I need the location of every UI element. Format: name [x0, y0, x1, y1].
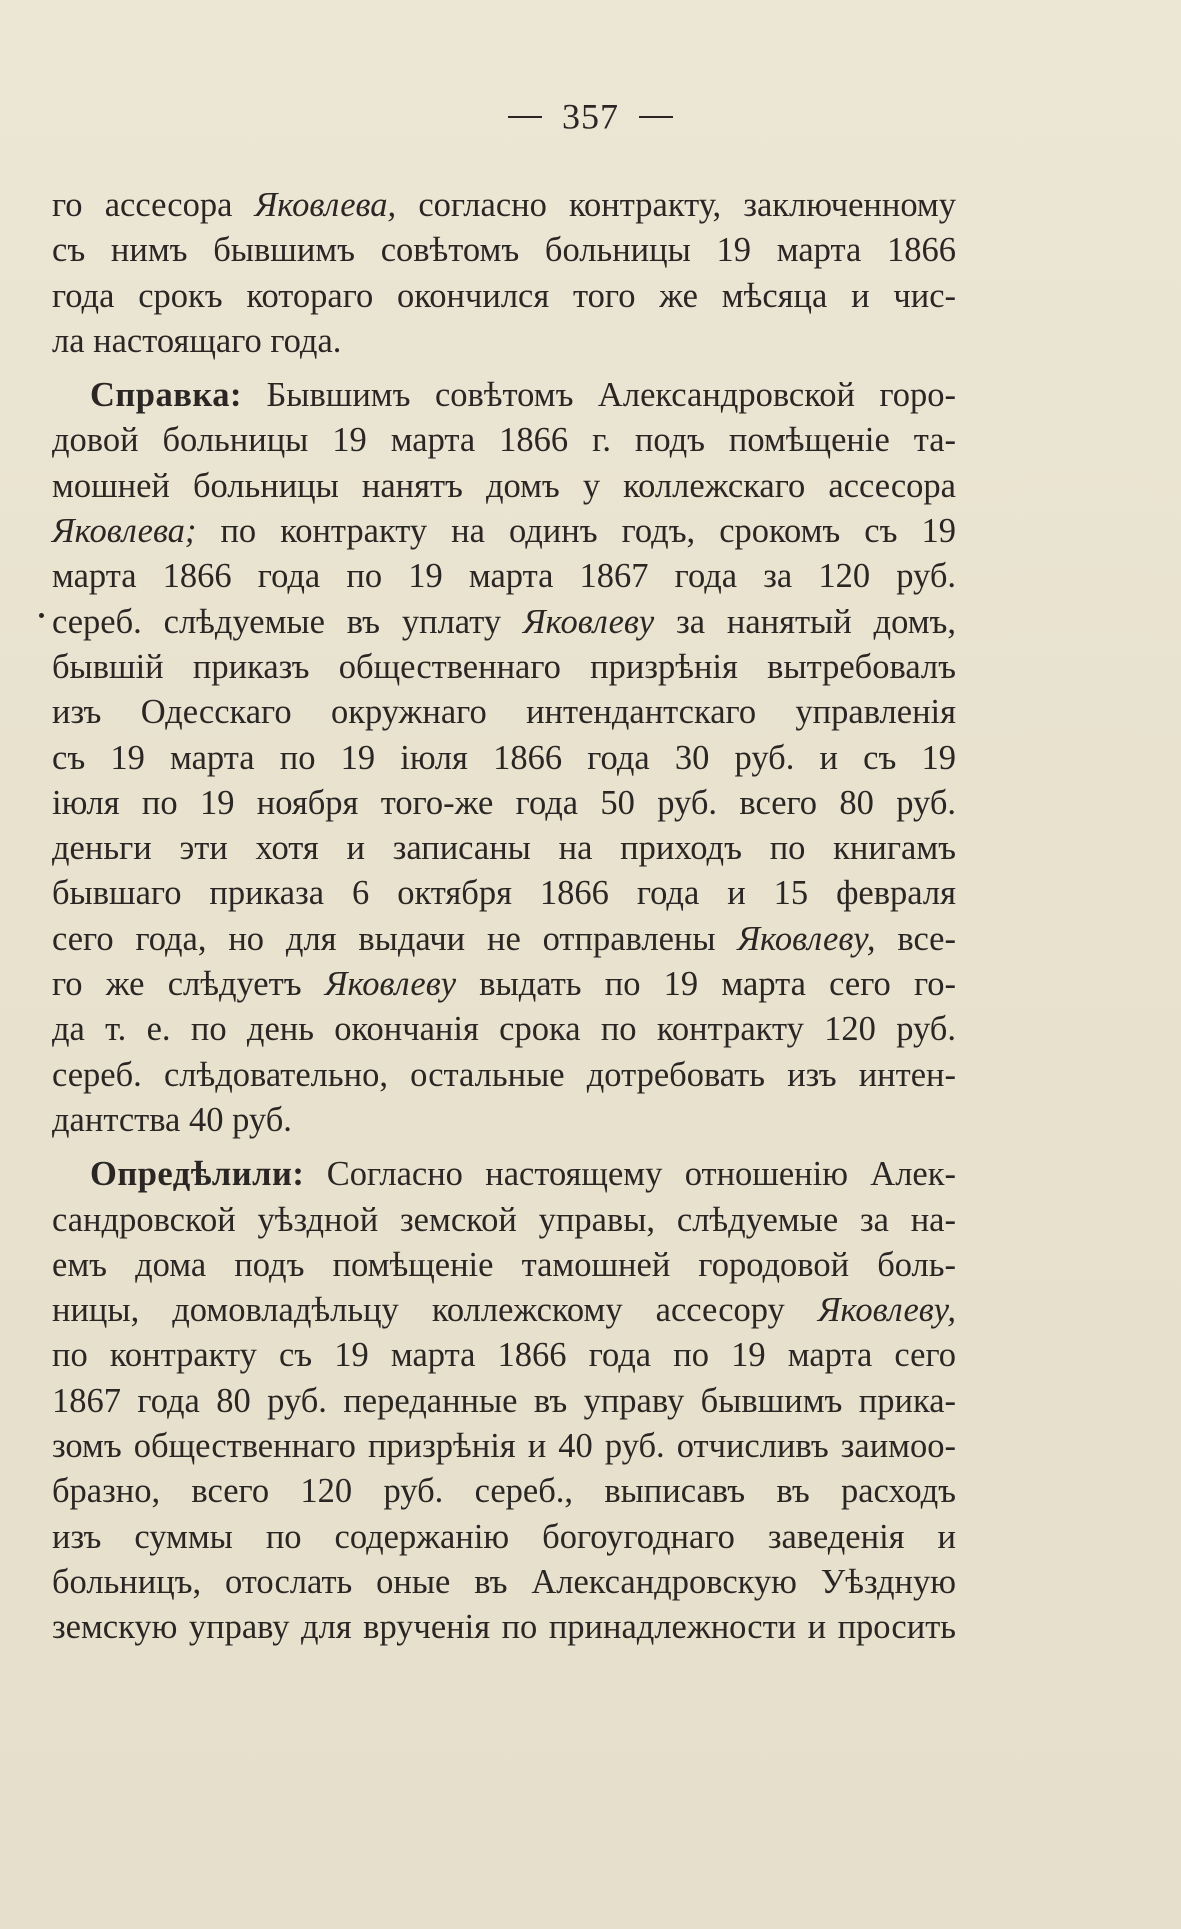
text-run: изъ Одесскаго окружнаго интендантскаго управленія — [52, 693, 956, 732]
italic-name: Яковлеву — [522, 602, 655, 641]
text-run: марта 1866 года по 19 марта 1867 года за 120 руб. — [52, 557, 956, 596]
text-run: по контракту на одинъ годъ, срокомъ съ 19 — [196, 512, 956, 551]
text-run: сереб. слѣдовательно, остальные дотребовать изъ интен- — [52, 1055, 956, 1094]
text-line — [52, 1515, 956, 1560]
text-line — [52, 373, 956, 418]
text-line — [52, 418, 956, 463]
text-line — [52, 1152, 956, 1197]
text-run: бывшаго приказа 6 октября 1866 года и 15 февраля — [52, 874, 956, 913]
italic-name: Яковлеву — [324, 965, 457, 1004]
text-run: ницы, домовладѣльцу коллежскому ассесору — [52, 1291, 818, 1330]
italic-name: Яковлева; — [52, 512, 197, 551]
text-run: довой больницы 19 марта 1866 г. подъ помѣщеніе та- — [52, 421, 956, 460]
text-run: зомъ общественнаго призрѣнія и 40 руб. отчисливъ заимоо- — [52, 1427, 956, 1466]
text-run: бывшій приказъ общественнаго призрѣнія вытребовалъ — [52, 647, 956, 686]
text-line — [52, 319, 956, 364]
text-line — [52, 183, 956, 228]
text-run: сереб. слѣдуемые въ уплату — [52, 602, 523, 641]
text-run: по контракту съ 19 марта 1866 года по 19 марта сего — [52, 1336, 956, 1375]
text-line — [52, 1333, 956, 1378]
text-line — [52, 228, 956, 273]
text-line — [52, 1560, 956, 1605]
text-run: іюля по 19 ноября того-же года 50 руб. всего 80 руб. — [52, 783, 956, 822]
text-line — [52, 509, 956, 554]
text-line — [52, 962, 956, 1007]
paragraph-gap — [52, 364, 956, 373]
text-line — [52, 736, 956, 781]
text-run: емъ дома подъ помѣщеніе тамошней городовой боль- — [52, 1245, 956, 1284]
text-run: мошней больницы нанятъ домъ у коллежскаго ассесора — [52, 466, 956, 505]
paragraph-heading: Опредѣлили: — [90, 1155, 305, 1194]
right-dash — [639, 116, 673, 118]
left-dash — [508, 116, 542, 118]
text-run: года срокъ котораго окончился того же мѣсяца и чис- — [52, 276, 956, 315]
body-text — [52, 183, 956, 1651]
text-line — [52, 826, 956, 871]
text-line — [52, 917, 956, 962]
text-run: выдать по 19 марта сего го- — [456, 965, 957, 1004]
text-line — [52, 274, 956, 319]
text-line — [52, 1243, 956, 1288]
paragraph-heading: Справка: — [90, 376, 242, 415]
text-line — [52, 1288, 956, 1333]
text-run: земскую управу для врученія по принадлежности и просить — [52, 1608, 956, 1647]
text-run: все- — [875, 919, 956, 958]
margin-dot-mark — [39, 613, 44, 618]
text-run: дантства 40 руб. — [52, 1100, 292, 1139]
text-line — [52, 1379, 956, 1424]
text-line — [52, 781, 956, 826]
text-line — [52, 1424, 956, 1469]
italic-name: Яковлеву, — [737, 919, 876, 958]
paragraph-gap — [52, 1143, 956, 1152]
italic-name: Яковлеву, — [817, 1291, 956, 1330]
text-line — [52, 1053, 956, 1098]
text-line — [52, 645, 956, 690]
text-run: съ 19 марта по 19 іюля 1866 года 30 руб. и съ 19 — [52, 738, 956, 777]
italic-name: Яковлева, — [254, 186, 397, 224]
text-run: съ нимъ бывшимъ совѣтомъ больницы 19 марта 1866 — [52, 231, 956, 270]
text-run: да т. е. по день окончанія срока по контракту 120 руб. — [52, 1010, 956, 1049]
text-line — [52, 464, 956, 509]
text-run: го ассесора — [52, 186, 255, 224]
text-line — [52, 1007, 956, 1052]
text-run: бразно, всего 120 руб. сереб., выписавъ въ расходъ — [52, 1472, 956, 1511]
text-line — [52, 1605, 956, 1650]
page-number: 357 — [562, 96, 619, 137]
text-line — [52, 690, 956, 735]
text-run: ла настоящаго года. — [52, 321, 342, 360]
text-run: за нанятый домъ, — [654, 602, 956, 641]
text-line — [52, 1098, 956, 1143]
text-run: больницъ, отослать оные въ Александровскую Уѣздную — [52, 1562, 956, 1601]
text-line — [52, 1198, 956, 1243]
text-line — [52, 600, 956, 645]
text-run: 1867 года 80 руб. переданные въ управу бывшимъ прика- — [52, 1381, 956, 1420]
text-line — [52, 554, 956, 599]
text-run: сего года, но для выдачи не отправлены — [52, 919, 738, 958]
text-run: изъ суммы по содержанію богоугоднаго заведенія и — [52, 1517, 956, 1556]
page-number-header — [0, 92, 1181, 138]
text-run: деньги эти хотя и записаны на приходъ по книгамъ — [52, 829, 956, 868]
text-run: го же слѣдуетъ — [52, 965, 325, 1004]
text-run: Согласно настоящему отношенію Алек- — [304, 1155, 956, 1194]
text-line — [52, 871, 956, 916]
text-line — [52, 1469, 956, 1514]
text-run: согласно контракту, заключенному — [396, 186, 956, 224]
text-run: сандровской уѣздной земской управы, слѣдуемые за на- — [52, 1200, 956, 1239]
text-run: Бывшимъ совѣтомъ Александровской горо- — [241, 376, 956, 415]
